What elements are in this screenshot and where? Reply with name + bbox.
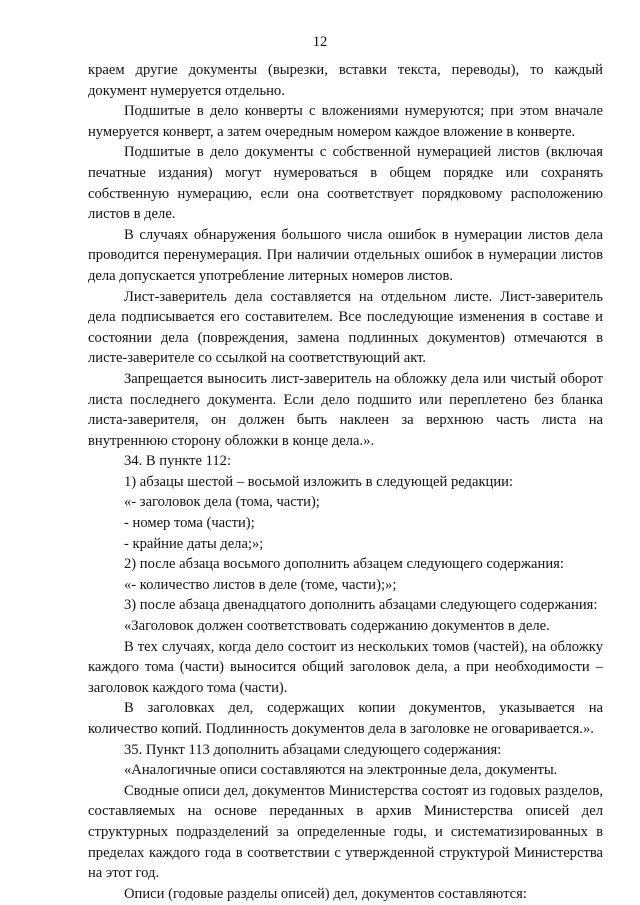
paragraph: В тех случаях, когда дело состоит из нескольких томов (частей), на обложку каждого тома (части) выносится общий заголовок дела, а при необходимости – заголовок каждого тома (части). [88, 638, 603, 696]
paragraph: В заголовках дел, содержащих копии документов, указывается на количество копий. Подлинность документов дела в заголовке не оговаривается.». [88, 700, 603, 737]
list-item: 1) абзацы шестой – восьмой изложить в следующей редакции: [124, 473, 514, 490]
paragraph: Лист-заверитель дела составляется на отдельном листе. Лист-заверитель дела подписывается его составителем. Все последующие изменения в составе и состоянии дела (повреждения, замена подлинных документов) отмечаются в листе-заверителе со ссылкой на соответствующий акт. [88, 288, 603, 367]
paragraph: «Заголовок должен соответствовать содержанию документов в деле. [124, 618, 550, 635]
item-heading: 34. В пункте 112: [124, 453, 231, 470]
paragraph: Подшитые в дело конверты с вложениями нумеруются; при этом вначале нумеруется конверт, а затем очередным номером каждое вложение в конверте. [88, 103, 603, 140]
paragraph: краем другие документы (вырезки, вставки текста, переводы), то каждый документ нумеруется отдельно. [88, 62, 603, 99]
page-number: 12 [312, 34, 328, 50]
list-item: - крайние даты дела;»; [124, 535, 264, 552]
paragraph: Подшитые в дело документы с собственной нумерацией листов (включая печатные издания) могут нумероваться в общем порядке или сохранять собственную нумерацию, если она соответствует порядковому расположению листов в деле. [88, 144, 603, 223]
list-item: - номер тома (части); [124, 515, 255, 532]
paragraph: Сводные описи дел, документов Министерства состоят из годовых разделов, составляемых на основе переданных в архив Министерства описей дел структурных подразделений за определенные годы, и систематизированных в пределах каждого года в соответствии с утвержденной структурой Министерства на этот год. [88, 782, 603, 882]
list-item: 2) после абзаца восьмого дополнить абзацем следующего содержания: [124, 556, 564, 573]
list-item: «- заголовок дела (тома, части); [124, 494, 320, 511]
item-heading: 35. Пункт 113 дополнить абзацами следующего содержания: [124, 741, 502, 758]
paragraph: Описи (годовые разделы описей) дел, документов составляются: [124, 885, 527, 902]
list-item: «- количество листов в деле (томе, части);»; [124, 576, 397, 593]
paragraph: «Аналогичные описи составляются на электронные дела, документы. [124, 762, 558, 779]
paragraph: В случаях обнаружения большого числа ошибок в нумерации листов дела проводится перенумерация. При наличии отдельных ошибок в нумерации листов дела допускается употребление литерных номеров листов. [88, 226, 603, 284]
list-item: 3) после абзаца двенадцатого дополнить абзацами следующего содержания: [124, 597, 598, 614]
paragraph: Запрещается выносить лист-заверитель на обложку дела или чистый оборот листа последнего документа. Если дело подшито или переплетено без бланка листа-заверителя, он должен быть наклеен за верхнюю часть листа на внутреннюю сторону обложки в конце дела.». [88, 370, 603, 449]
document-body [88, 60, 603, 904]
